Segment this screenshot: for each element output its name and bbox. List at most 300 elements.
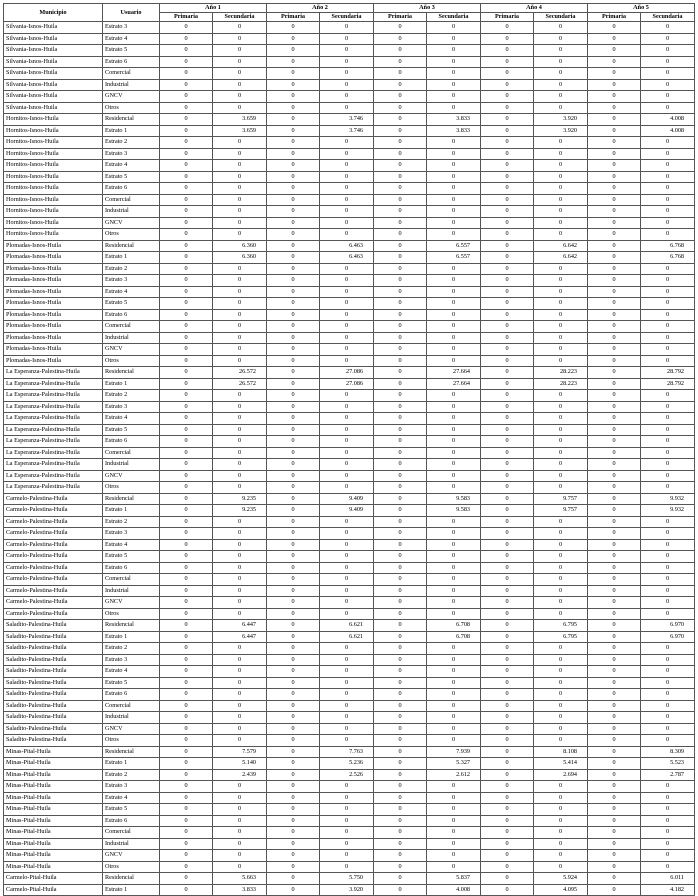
cell-primaria: 0 bbox=[481, 792, 534, 804]
cell-secundaria: 0 bbox=[534, 712, 588, 724]
table-row bbox=[4, 102, 695, 114]
cell-municipio: La Esperanza-Palestina-Huila bbox=[4, 413, 103, 425]
cell-primaria: 0 bbox=[481, 390, 534, 402]
cell-secundaria: 0 bbox=[320, 643, 374, 655]
cell-municipio: Carmelo-Palestina-Huila bbox=[4, 539, 103, 551]
cell-primaria: 0 bbox=[267, 884, 320, 896]
cell-secundaria: 0 bbox=[213, 413, 267, 425]
cell-secundaria: 5.414 bbox=[534, 758, 588, 770]
cell-primaria: 0 bbox=[267, 792, 320, 804]
header-secundaria: Secundaria bbox=[641, 13, 695, 22]
cell-primaria: 0 bbox=[374, 631, 427, 643]
cell-secundaria: 0 bbox=[427, 401, 481, 413]
cell-secundaria: 0 bbox=[427, 585, 481, 597]
cell-secundaria: 9.757 bbox=[534, 505, 588, 517]
cell-secundaria: 0 bbox=[427, 217, 481, 229]
cell-primaria: 0 bbox=[374, 194, 427, 206]
cell-secundaria: 0 bbox=[534, 539, 588, 551]
cell-primaria: 0 bbox=[481, 160, 534, 172]
cell-primaria: 0 bbox=[267, 91, 320, 103]
cell-secundaria: 0 bbox=[641, 459, 695, 471]
cell-primaria: 0 bbox=[374, 91, 427, 103]
cell-primaria: 0 bbox=[481, 666, 534, 678]
cell-secundaria: 0 bbox=[641, 424, 695, 436]
cell-primaria: 0 bbox=[374, 263, 427, 275]
cell-primaria: 0 bbox=[160, 884, 213, 896]
cell-primaria: 0 bbox=[481, 137, 534, 149]
cell-usuario: Comercial bbox=[103, 700, 160, 712]
cell-municipio: Carmelo-Palestina-Huila bbox=[4, 562, 103, 574]
cell-secundaria: 0 bbox=[320, 68, 374, 80]
cell-usuario: Estrato 6 bbox=[103, 436, 160, 448]
header-year-1: Año 1 bbox=[160, 4, 267, 13]
cell-primaria: 0 bbox=[588, 309, 641, 321]
cell-primaria: 0 bbox=[481, 413, 534, 425]
cell-usuario: Estrato 3 bbox=[103, 275, 160, 287]
cell-primaria: 0 bbox=[267, 631, 320, 643]
cell-secundaria: 6.708 bbox=[427, 631, 481, 643]
cell-secundaria: 0 bbox=[641, 482, 695, 494]
cell-secundaria: 0 bbox=[534, 470, 588, 482]
cell-primaria: 0 bbox=[588, 148, 641, 160]
cell-primaria: 0 bbox=[267, 827, 320, 839]
cell-secundaria: 0 bbox=[641, 804, 695, 816]
cell-primaria: 0 bbox=[374, 551, 427, 563]
cell-secundaria: 0 bbox=[427, 792, 481, 804]
cell-municipio: Minas-Pital-Huila bbox=[4, 838, 103, 850]
cell-primaria: 0 bbox=[374, 413, 427, 425]
cell-secundaria: 0 bbox=[641, 137, 695, 149]
cell-primaria: 0 bbox=[374, 22, 427, 34]
table-row bbox=[4, 873, 695, 885]
cell-secundaria: 0 bbox=[427, 33, 481, 45]
cell-secundaria: 0 bbox=[641, 68, 695, 80]
cell-secundaria: 0 bbox=[213, 91, 267, 103]
cell-secundaria: 0 bbox=[534, 551, 588, 563]
cell-primaria: 0 bbox=[588, 447, 641, 459]
cell-secundaria: 0 bbox=[213, 160, 267, 172]
cell-primaria: 0 bbox=[588, 102, 641, 114]
cell-primaria: 0 bbox=[481, 309, 534, 321]
cell-primaria: 0 bbox=[588, 528, 641, 540]
cell-primaria: 0 bbox=[160, 160, 213, 172]
cell-primaria: 0 bbox=[160, 102, 213, 114]
cell-primaria: 0 bbox=[160, 275, 213, 287]
cell-secundaria: 6.795 bbox=[534, 620, 588, 632]
cell-primaria: 0 bbox=[267, 735, 320, 747]
cell-secundaria: 0 bbox=[427, 815, 481, 827]
cell-secundaria: 0 bbox=[320, 781, 374, 793]
cell-secundaria: 0 bbox=[213, 194, 267, 206]
cell-primaria: 0 bbox=[160, 493, 213, 505]
header-primaria: Primaria bbox=[374, 13, 427, 22]
cell-primaria: 0 bbox=[160, 746, 213, 758]
cell-municipio: Minas-Pital-Huila bbox=[4, 769, 103, 781]
cell-secundaria: 0 bbox=[320, 344, 374, 356]
cell-primaria: 0 bbox=[267, 217, 320, 229]
cell-usuario: Estrato 3 bbox=[103, 401, 160, 413]
cell-secundaria: 0 bbox=[534, 160, 588, 172]
cell-primaria: 0 bbox=[374, 735, 427, 747]
cell-secundaria: 0 bbox=[641, 344, 695, 356]
cell-primaria: 0 bbox=[481, 746, 534, 758]
table-row bbox=[4, 562, 695, 574]
cell-secundaria: 0 bbox=[320, 528, 374, 540]
cell-secundaria: 0 bbox=[641, 286, 695, 298]
table-row bbox=[4, 827, 695, 839]
cell-primaria: 0 bbox=[160, 815, 213, 827]
cell-secundaria: 0 bbox=[213, 735, 267, 747]
cell-secundaria: 0 bbox=[534, 735, 588, 747]
cell-primaria: 0 bbox=[267, 321, 320, 333]
cell-secundaria: 6.768 bbox=[641, 240, 695, 252]
table-row bbox=[4, 33, 695, 45]
cell-municipio: Carmelo-Palestina-Huila bbox=[4, 551, 103, 563]
cell-usuario: Estrato 6 bbox=[103, 562, 160, 574]
cell-primaria: 0 bbox=[588, 183, 641, 195]
cell-primaria: 0 bbox=[481, 321, 534, 333]
cell-primaria: 0 bbox=[588, 758, 641, 770]
cell-primaria: 0 bbox=[267, 516, 320, 528]
cell-secundaria: 0 bbox=[320, 206, 374, 218]
table-row bbox=[4, 758, 695, 770]
cell-primaria: 0 bbox=[374, 378, 427, 390]
cell-secundaria: 0 bbox=[534, 56, 588, 68]
cell-secundaria: 0 bbox=[534, 781, 588, 793]
cell-primaria: 0 bbox=[267, 263, 320, 275]
cell-primaria: 0 bbox=[267, 45, 320, 57]
cell-primaria: 0 bbox=[267, 620, 320, 632]
cell-primaria: 0 bbox=[374, 861, 427, 873]
cell-primaria: 0 bbox=[160, 631, 213, 643]
cell-secundaria: 0 bbox=[641, 528, 695, 540]
cell-primaria: 0 bbox=[160, 424, 213, 436]
cell-secundaria: 0 bbox=[427, 539, 481, 551]
cell-primaria: 0 bbox=[588, 850, 641, 862]
cell-usuario: Estrato 5 bbox=[103, 551, 160, 563]
cell-primaria: 0 bbox=[481, 206, 534, 218]
cell-primaria: 0 bbox=[481, 861, 534, 873]
cell-primaria: 0 bbox=[374, 620, 427, 632]
cell-municipio: Carmelo-Palestina-Huila bbox=[4, 505, 103, 517]
cell-primaria: 0 bbox=[588, 539, 641, 551]
cell-secundaria: 0 bbox=[213, 723, 267, 735]
cell-primaria: 0 bbox=[374, 401, 427, 413]
cell-secundaria: 4.182 bbox=[641, 884, 695, 896]
cell-usuario: Estrato 3 bbox=[103, 22, 160, 34]
cell-primaria: 0 bbox=[374, 436, 427, 448]
cell-usuario: Residencial bbox=[103, 873, 160, 885]
cell-usuario: Estrato 4 bbox=[103, 539, 160, 551]
cell-primaria: 0 bbox=[588, 574, 641, 586]
cell-primaria: 0 bbox=[481, 884, 534, 896]
cell-primaria: 0 bbox=[588, 666, 641, 678]
cell-primaria: 0 bbox=[267, 804, 320, 816]
cell-secundaria: 0 bbox=[534, 79, 588, 91]
cell-primaria: 0 bbox=[588, 643, 641, 655]
cell-secundaria: 6.970 bbox=[641, 620, 695, 632]
cell-primaria: 0 bbox=[374, 171, 427, 183]
table-row bbox=[4, 56, 695, 68]
cell-secundaria: 0 bbox=[320, 447, 374, 459]
cell-municipio: Saladito-Palestina-Huila bbox=[4, 712, 103, 724]
cell-primaria: 0 bbox=[374, 424, 427, 436]
cell-secundaria: 0 bbox=[213, 792, 267, 804]
cell-municipio: Saladito-Palestina-Huila bbox=[4, 735, 103, 747]
cell-primaria: 0 bbox=[374, 240, 427, 252]
cell-secundaria: 3.746 bbox=[320, 114, 374, 126]
cell-primaria: 0 bbox=[374, 700, 427, 712]
header-secundaria: Secundaria bbox=[213, 13, 267, 22]
cell-secundaria: 8.108 bbox=[534, 746, 588, 758]
cell-secundaria: 0 bbox=[320, 91, 374, 103]
cell-municipio: Minas-Pital-Huila bbox=[4, 850, 103, 862]
cell-primaria: 0 bbox=[481, 620, 534, 632]
cell-secundaria: 0 bbox=[427, 321, 481, 333]
cell-usuario: Estrato 2 bbox=[103, 137, 160, 149]
cell-secundaria: 27.664 bbox=[427, 367, 481, 379]
cell-municipio: Plomadas-Isnos-Huila bbox=[4, 240, 103, 252]
cell-primaria: 0 bbox=[374, 367, 427, 379]
cell-usuario: Residencial bbox=[103, 746, 160, 758]
cell-secundaria: 0 bbox=[213, 390, 267, 402]
cell-secundaria: 4.008 bbox=[427, 884, 481, 896]
cell-primaria: 0 bbox=[267, 574, 320, 586]
cell-secundaria: 0 bbox=[320, 700, 374, 712]
cell-secundaria: 0 bbox=[213, 482, 267, 494]
cell-secundaria: 0 bbox=[641, 309, 695, 321]
cell-primaria: 0 bbox=[374, 666, 427, 678]
cell-secundaria: 0 bbox=[213, 470, 267, 482]
cell-primaria: 0 bbox=[588, 436, 641, 448]
cell-secundaria: 0 bbox=[641, 781, 695, 793]
cell-primaria: 0 bbox=[160, 125, 213, 137]
cell-primaria: 0 bbox=[374, 137, 427, 149]
cell-secundaria: 0 bbox=[213, 309, 267, 321]
cell-primaria: 0 bbox=[588, 597, 641, 609]
cell-primaria: 0 bbox=[267, 470, 320, 482]
cell-municipio: Silvania-Isnos-Huila bbox=[4, 79, 103, 91]
cell-usuario: Estrato 4 bbox=[103, 286, 160, 298]
cell-primaria: 0 bbox=[267, 712, 320, 724]
cell-secundaria: 0 bbox=[427, 91, 481, 103]
cell-secundaria: 0 bbox=[427, 183, 481, 195]
cell-primaria: 0 bbox=[374, 183, 427, 195]
cell-secundaria: 6.463 bbox=[320, 252, 374, 264]
cell-secundaria: 0 bbox=[320, 666, 374, 678]
cell-primaria: 0 bbox=[267, 781, 320, 793]
cell-municipio: Plomadas-Isnos-Huila bbox=[4, 355, 103, 367]
cell-municipio: Silvania-Isnos-Huila bbox=[4, 91, 103, 103]
cell-primaria: 0 bbox=[481, 689, 534, 701]
table-row bbox=[4, 229, 695, 241]
cell-primaria: 0 bbox=[267, 424, 320, 436]
cell-primaria: 0 bbox=[160, 528, 213, 540]
cell-secundaria: 0 bbox=[213, 79, 267, 91]
cell-municipio: Silvania-Isnos-Huila bbox=[4, 45, 103, 57]
cell-primaria: 0 bbox=[160, 22, 213, 34]
cell-secundaria: 0 bbox=[641, 551, 695, 563]
cell-primaria: 0 bbox=[267, 539, 320, 551]
cell-usuario: Industrial bbox=[103, 332, 160, 344]
table-row bbox=[4, 436, 695, 448]
cell-secundaria: 0 bbox=[427, 850, 481, 862]
cell-secundaria: 0 bbox=[427, 298, 481, 310]
cell-primaria: 0 bbox=[160, 436, 213, 448]
header-year-3: Año 3 bbox=[374, 4, 481, 13]
cell-primaria: 0 bbox=[160, 45, 213, 57]
table-row bbox=[4, 367, 695, 379]
cell-primaria: 0 bbox=[481, 631, 534, 643]
cell-municipio: Carmelo-Pital-Huila bbox=[4, 873, 103, 885]
cell-usuario: Estrato 2 bbox=[103, 516, 160, 528]
cell-municipio: Minas-Pital-Huila bbox=[4, 827, 103, 839]
cell-primaria: 0 bbox=[481, 470, 534, 482]
cell-municipio: La Esperanza-Palestina-Huila bbox=[4, 378, 103, 390]
cell-primaria: 0 bbox=[374, 125, 427, 137]
cell-secundaria: 2.694 bbox=[534, 769, 588, 781]
cell-primaria: 0 bbox=[267, 240, 320, 252]
cell-primaria: 0 bbox=[588, 516, 641, 528]
cell-secundaria: 0 bbox=[641, 413, 695, 425]
cell-primaria: 0 bbox=[481, 114, 534, 126]
cell-primaria: 0 bbox=[160, 769, 213, 781]
cell-primaria: 0 bbox=[374, 769, 427, 781]
cell-municipio: La Esperanza-Palestina-Huila bbox=[4, 482, 103, 494]
cell-primaria: 0 bbox=[481, 608, 534, 620]
cell-primaria: 0 bbox=[588, 79, 641, 91]
cell-primaria: 0 bbox=[588, 424, 641, 436]
cell-secundaria: 0 bbox=[427, 56, 481, 68]
cell-primaria: 0 bbox=[588, 505, 641, 517]
cell-municipio: Minas-Pital-Huila bbox=[4, 804, 103, 816]
cell-secundaria: 0 bbox=[641, 194, 695, 206]
cell-primaria: 0 bbox=[267, 286, 320, 298]
cell-secundaria: 28.223 bbox=[534, 378, 588, 390]
cell-secundaria: 0 bbox=[213, 206, 267, 218]
cell-primaria: 0 bbox=[160, 309, 213, 321]
cell-secundaria: 0 bbox=[534, 22, 588, 34]
cell-primaria: 0 bbox=[588, 884, 641, 896]
cell-secundaria: 0 bbox=[320, 424, 374, 436]
cell-secundaria: 0 bbox=[213, 275, 267, 287]
cell-primaria: 0 bbox=[267, 22, 320, 34]
cell-secundaria: 0 bbox=[213, 712, 267, 724]
cell-municipio: Saladito-Palestina-Huila bbox=[4, 700, 103, 712]
cell-primaria: 0 bbox=[160, 735, 213, 747]
cell-primaria: 0 bbox=[588, 321, 641, 333]
cell-secundaria: 0 bbox=[427, 390, 481, 402]
cell-secundaria: 28.223 bbox=[534, 367, 588, 379]
cell-secundaria: 0 bbox=[641, 815, 695, 827]
cell-primaria: 0 bbox=[481, 585, 534, 597]
cell-primaria: 0 bbox=[160, 355, 213, 367]
cell-secundaria: 0 bbox=[213, 102, 267, 114]
cell-usuario: Estrato 6 bbox=[103, 309, 160, 321]
cell-municipio: Plomadas-Isnos-Huila bbox=[4, 298, 103, 310]
cell-secundaria: 0 bbox=[641, 206, 695, 218]
header-secundaria: Secundaria bbox=[534, 13, 588, 22]
table-row bbox=[4, 861, 695, 873]
header-usuario: Usuario bbox=[103, 4, 160, 22]
cell-secundaria: 0 bbox=[320, 321, 374, 333]
cell-secundaria: 0 bbox=[641, 516, 695, 528]
cell-municipio: Hornitos-Isnos-Huila bbox=[4, 183, 103, 195]
cell-secundaria: 0 bbox=[320, 309, 374, 321]
cell-secundaria: 0 bbox=[534, 401, 588, 413]
cell-primaria: 0 bbox=[481, 125, 534, 137]
table-row bbox=[4, 482, 695, 494]
cell-primaria: 0 bbox=[160, 171, 213, 183]
cell-primaria: 0 bbox=[160, 838, 213, 850]
cell-secundaria: 6.463 bbox=[320, 240, 374, 252]
cell-secundaria: 0 bbox=[641, 91, 695, 103]
cell-usuario: Estrato 2 bbox=[103, 390, 160, 402]
cell-primaria: 0 bbox=[374, 45, 427, 57]
cell-secundaria: 0 bbox=[534, 666, 588, 678]
cell-usuario: Estrato 5 bbox=[103, 677, 160, 689]
table-row bbox=[4, 850, 695, 862]
cell-secundaria: 0 bbox=[534, 677, 588, 689]
cell-secundaria: 0 bbox=[641, 597, 695, 609]
cell-municipio: Plomadas-Isnos-Huila bbox=[4, 344, 103, 356]
cell-usuario: Estrato 3 bbox=[103, 148, 160, 160]
cell-usuario: Industrial bbox=[103, 79, 160, 91]
cell-primaria: 0 bbox=[267, 309, 320, 321]
cell-primaria: 0 bbox=[160, 850, 213, 862]
cell-secundaria: 0 bbox=[320, 585, 374, 597]
table-row bbox=[4, 286, 695, 298]
cell-municipio: Carmelo-Palestina-Huila bbox=[4, 585, 103, 597]
cell-secundaria: 28.792 bbox=[641, 378, 695, 390]
cell-secundaria: 0 bbox=[641, 390, 695, 402]
cell-primaria: 0 bbox=[160, 298, 213, 310]
cell-primaria: 0 bbox=[588, 332, 641, 344]
cell-secundaria: 0 bbox=[534, 206, 588, 218]
cell-primaria: 0 bbox=[588, 838, 641, 850]
cell-secundaria: 0 bbox=[213, 838, 267, 850]
cell-primaria: 0 bbox=[267, 677, 320, 689]
cell-primaria: 0 bbox=[160, 194, 213, 206]
cell-secundaria: 0 bbox=[320, 792, 374, 804]
cell-secundaria: 6.557 bbox=[427, 252, 481, 264]
cell-primaria: 0 bbox=[160, 206, 213, 218]
cell-secundaria: 0 bbox=[641, 148, 695, 160]
cell-secundaria: 0 bbox=[320, 735, 374, 747]
cell-secundaria: 0 bbox=[534, 137, 588, 149]
cell-primaria: 0 bbox=[160, 344, 213, 356]
cell-primaria: 0 bbox=[374, 562, 427, 574]
cell-secundaria: 0 bbox=[213, 171, 267, 183]
table-row bbox=[4, 815, 695, 827]
cell-secundaria: 0 bbox=[641, 792, 695, 804]
cell-primaria: 0 bbox=[481, 171, 534, 183]
cell-primaria: 0 bbox=[588, 562, 641, 574]
cell-secundaria: 6.708 bbox=[427, 620, 481, 632]
cell-secundaria: 0 bbox=[427, 677, 481, 689]
cell-primaria: 0 bbox=[374, 884, 427, 896]
cell-usuario: Estrato 5 bbox=[103, 171, 160, 183]
cell-secundaria: 0 bbox=[534, 792, 588, 804]
cell-secundaria: 0 bbox=[213, 781, 267, 793]
cell-secundaria: 0 bbox=[641, 608, 695, 620]
cell-secundaria: 0 bbox=[427, 735, 481, 747]
cell-secundaria: 0 bbox=[427, 827, 481, 839]
table-row bbox=[4, 298, 695, 310]
cell-secundaria: 0 bbox=[320, 723, 374, 735]
table-row bbox=[4, 217, 695, 229]
table-row bbox=[4, 723, 695, 735]
